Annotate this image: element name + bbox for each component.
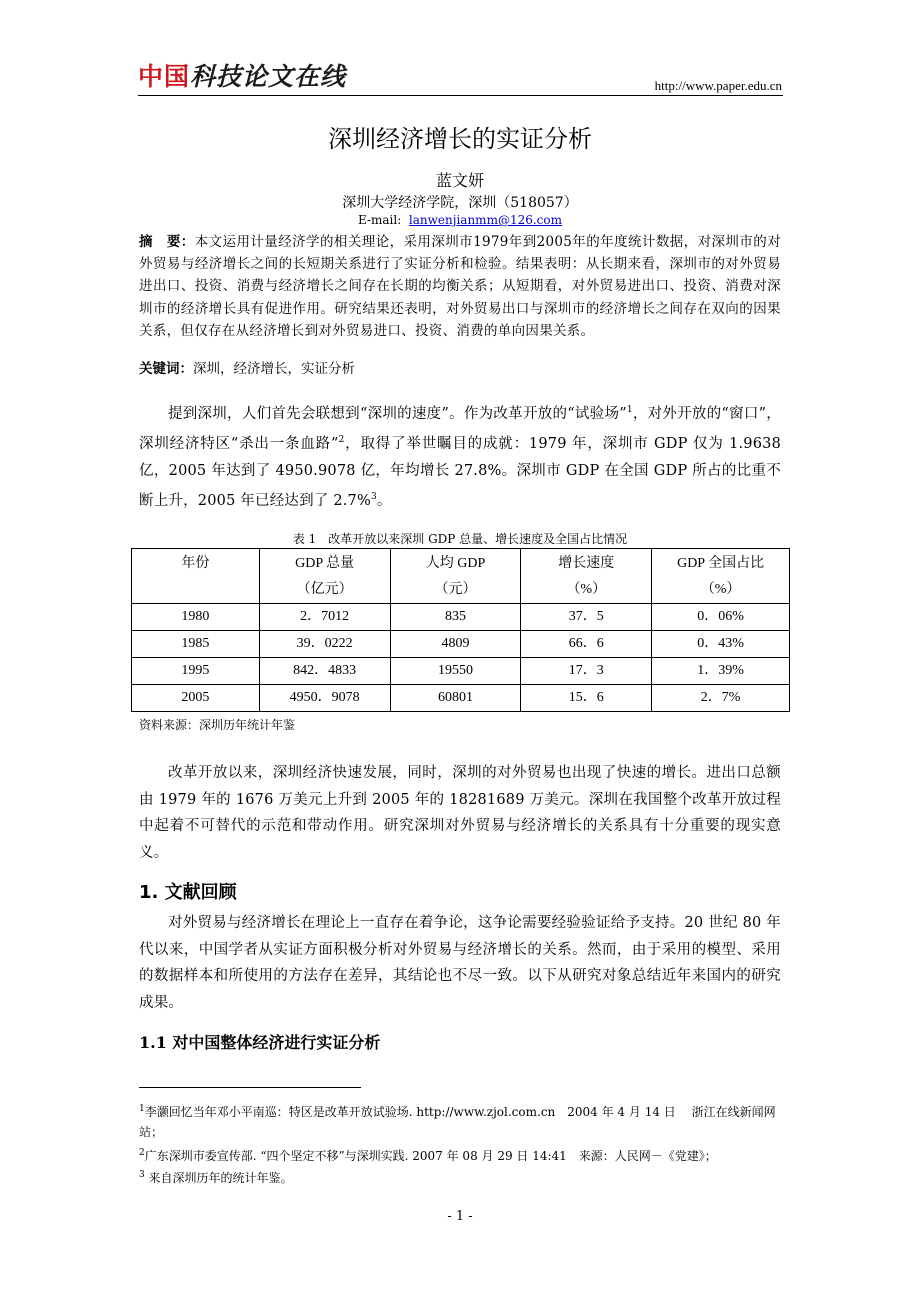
intro-text-1: 提到深圳，人们首先会联想到“深圳的速度”。作为改革开放的“试验场” bbox=[168, 405, 627, 422]
table-cell: 39．0222 bbox=[259, 631, 390, 658]
footnote-rule bbox=[139, 1087, 361, 1088]
table-cell: 1980 bbox=[132, 604, 260, 631]
intro-text-4: 。 bbox=[376, 492, 392, 509]
email-link[interactable]: lanwenjianmm@126.com bbox=[408, 213, 562, 227]
intro-text-2: ，对外开放的“窗口”，深圳经济特区“杀出一条血路” bbox=[139, 405, 782, 453]
section-paragraph: 对外贸易与经济增长在理论上一直存在着争论，这争论需要经验验证给予支持。20 世纪 80 年代以来，中国学者从实证方面积极分析对外贸易与经济增长的关系。然而，由于采用的模型、采用的数据样本和所使用的方法存在差异，其结论也不尽一致。以下从研究对象总结近年来国内的研究成果。 bbox=[139, 915, 781, 1011]
table-cell: 66．6 bbox=[521, 631, 652, 658]
table-source: 资料来源：深圳历年统计年鉴 bbox=[139, 718, 296, 732]
table-cell: 15．6 bbox=[521, 685, 652, 712]
table-header-row bbox=[132, 549, 790, 604]
table-cell: 4950．9078 bbox=[259, 685, 390, 712]
table-header-cell bbox=[652, 549, 790, 604]
footnote-2 bbox=[139, 1143, 781, 1166]
keywords-label: 关键词： bbox=[139, 361, 193, 377]
paper-title: 深圳经济增长的实证分析 bbox=[328, 125, 592, 153]
table-cell: 37．5 bbox=[521, 604, 652, 631]
footnote-number: 3 bbox=[139, 1170, 145, 1180]
header-label: GDP 总量 bbox=[295, 556, 355, 571]
table-cell: 842．4833 bbox=[259, 658, 390, 685]
header-label: 年份 bbox=[181, 556, 210, 571]
author-name: 蓝文妍 bbox=[435, 171, 484, 190]
table-cell: 1985 bbox=[132, 631, 260, 658]
logo-black-text: 科技论文在线 bbox=[190, 62, 347, 91]
footnote-text: 来自深圳历年的统计年鉴。 bbox=[144, 1171, 293, 1185]
table-cell: 60801 bbox=[390, 685, 521, 712]
table-row bbox=[132, 685, 790, 712]
table-row bbox=[132, 658, 790, 685]
header-rule bbox=[138, 95, 783, 96]
table-header-cell bbox=[259, 549, 390, 604]
footnote-1 bbox=[139, 1099, 781, 1142]
affiliation: 深圳大学经济学院，深圳（518057） bbox=[342, 195, 578, 211]
intro-text-3: ，取得了举世瞩目的成就：1979 年，深圳市 GDP 仅为 1.9638 亿，2005 年达到了 4950.9078 亿，年均增长 27.8%。深圳市 GDP 在全国 GDP 所占的比重不断上升，2005 年已经达到了 2.7% bbox=[139, 436, 781, 509]
table-header-cell bbox=[521, 549, 652, 604]
table-caption: 表 1 改革开放以来深圳 GDP 总量、增长速度及全国占比情况 bbox=[292, 532, 628, 546]
header-unit: （%） bbox=[700, 582, 741, 597]
table-cell: 2．7012 bbox=[259, 604, 390, 631]
table-row bbox=[132, 604, 790, 631]
table-cell: 17．3 bbox=[521, 658, 652, 685]
page-number: - 1 - bbox=[447, 1209, 473, 1224]
header-url[interactable]: http://www.paper.edu.cn bbox=[654, 78, 782, 93]
footnote-ref-1[interactable]: 1 bbox=[626, 405, 633, 415]
email-label: E-mail: bbox=[357, 213, 402, 227]
abstract-text: 本文运用计量经济学的相关理论，采用深圳市1979年到2005年的年度统计数据，对深圳市的对外贸易与经济增长之间的长短期关系进行了实证分析和检验。结果表明：从长期来看，深圳市的对外贸易进出口、投资、消费与经济增长之间存在长期的均衡关系；从短期看，对外贸易进出口、投资、消费对深圳市的经济增长具有促进作用。研究结果还表明，对外贸易出口与深圳市的经济增长之间存在双向的因果关系，但仅存在从经济增长到对外贸易进口、投资、消费的单向因果关系。 bbox=[139, 234, 781, 339]
journal-logo bbox=[138, 62, 346, 92]
table-cell: 0．06% bbox=[652, 604, 790, 631]
footnote-text: 李灏回忆当年邓小平南巡：特区是改革开放试验场. http://www.zjol.com.cn 2004 年 4 月 14 日 浙江在线新闻网站； bbox=[139, 1105, 776, 1139]
footnote-ref-3[interactable]: 3 bbox=[370, 492, 377, 503]
footnote-ref-2[interactable]: 2 bbox=[338, 435, 345, 446]
table-header-cell bbox=[132, 549, 260, 604]
keywords bbox=[139, 357, 355, 377]
table-cell: 1．39% bbox=[652, 658, 790, 685]
footnote-3 bbox=[139, 1165, 781, 1188]
email-line bbox=[0, 213, 920, 227]
header-unit: （%） bbox=[566, 582, 607, 597]
table-cell: 1995 bbox=[132, 658, 260, 685]
intro-paragraph bbox=[139, 397, 781, 514]
abstract bbox=[139, 231, 781, 342]
table-cell: 2005 bbox=[132, 685, 260, 712]
keywords-text: 深圳，经济增长，实证分析 bbox=[193, 361, 355, 377]
data-table bbox=[131, 548, 790, 712]
table-cell: 4809 bbox=[390, 631, 521, 658]
header-label: 增长速度 bbox=[558, 556, 615, 571]
header-label: 人均 GDP bbox=[425, 556, 486, 571]
table-cell: 2．7% bbox=[652, 685, 790, 712]
abstract-label: 摘 要： bbox=[139, 234, 195, 250]
footnote-number: 2 bbox=[139, 1148, 145, 1158]
body-paragraph-2: 改革开放以来，深圳经济快速发展，同时，深圳的对外贸易也出现了快速的增长。进出口总额由 1979 年的 1676 万美元上升到 2005 年的 18281689 万美元。深圳在我国整个改革开放过程中起着不可替代的示范和带动作用。研究深圳对外贸易与经济增长的关系具有十分重要的现实意义。 bbox=[139, 765, 781, 861]
footnote-text: 广东深圳市委宣传部. “四个坚定不移”与深圳实践. 2007 年 08 月 29 日 14:41 来源：人民网－《党建》； bbox=[144, 1149, 717, 1163]
footnote-number: 1 bbox=[139, 1104, 145, 1114]
table-cell: 19550 bbox=[390, 658, 521, 685]
header-unit: （元） bbox=[434, 582, 477, 597]
table-cell: 0．43% bbox=[652, 631, 790, 658]
section-heading: 1. 文献回顾 bbox=[139, 882, 237, 903]
subsection-heading: 1.1 对中国整体经济进行实证分析 bbox=[139, 1033, 381, 1052]
table-row bbox=[132, 631, 790, 658]
header-unit: （亿元） bbox=[296, 582, 353, 597]
header-label: GDP 全国占比 bbox=[677, 556, 765, 571]
table-cell: 835 bbox=[390, 604, 521, 631]
logo-red-text: 中国 bbox=[138, 62, 191, 91]
table-header-cell bbox=[390, 549, 521, 604]
